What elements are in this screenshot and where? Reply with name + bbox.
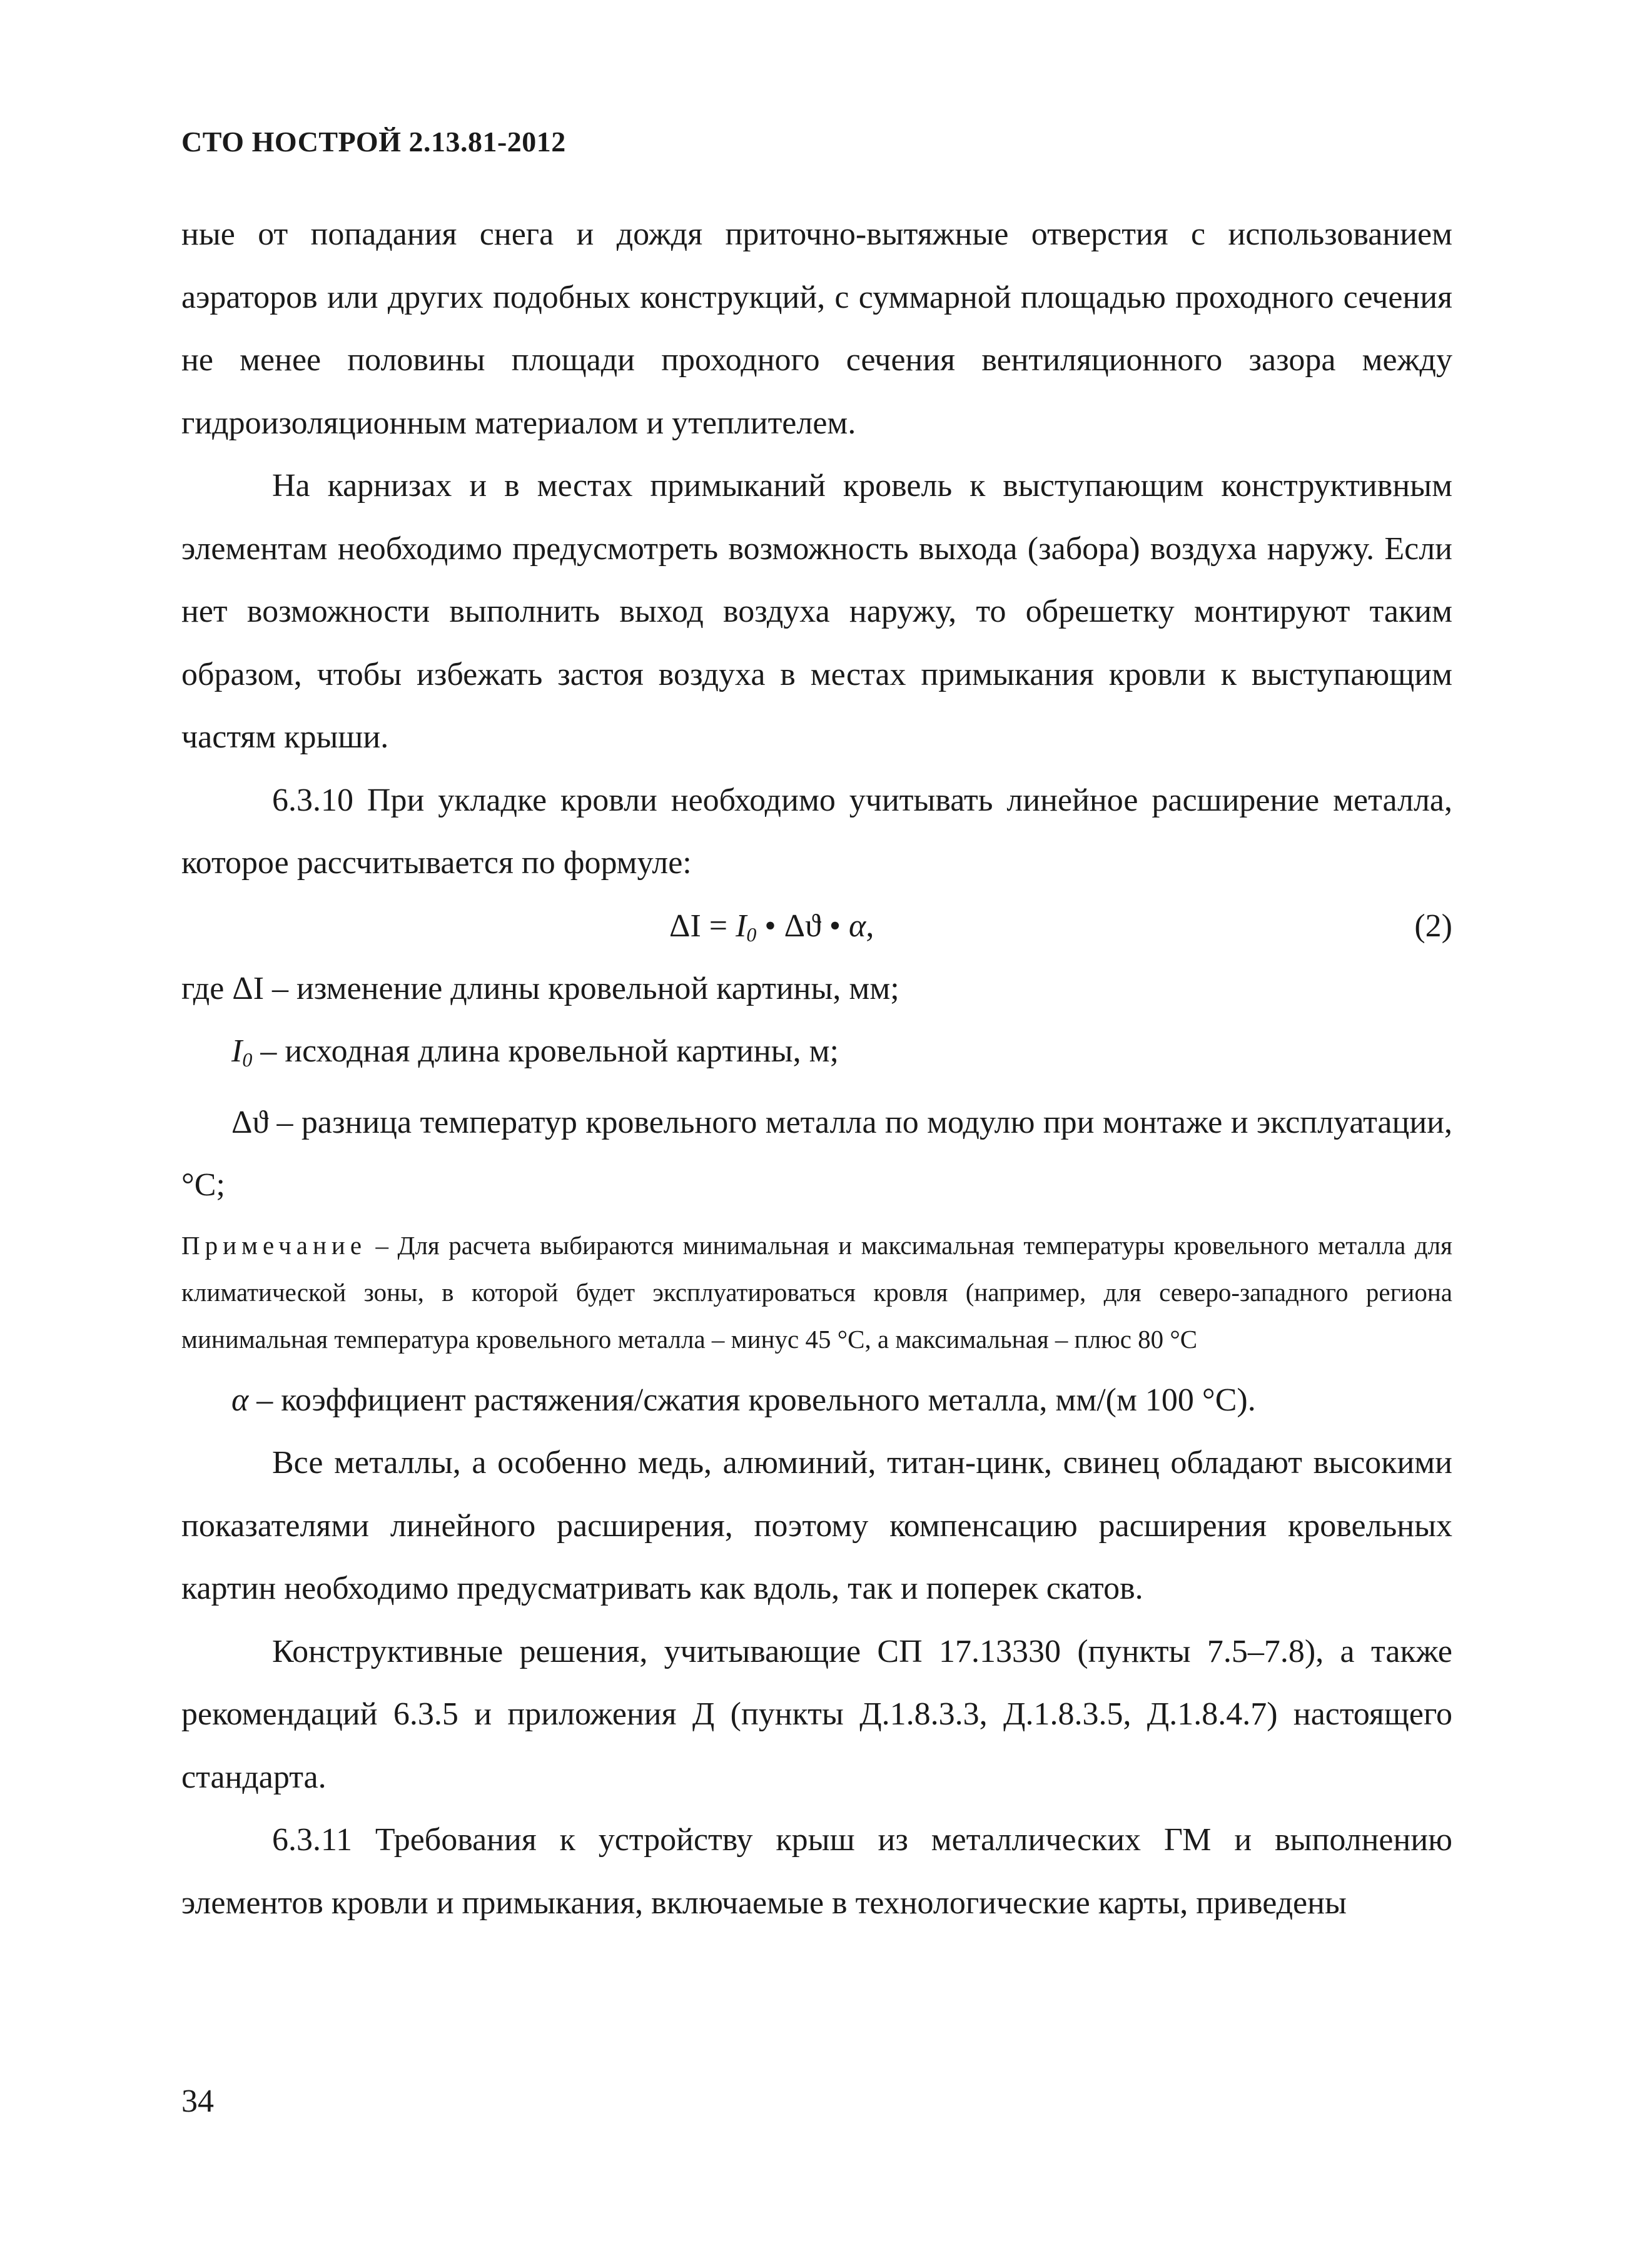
formula-line [181, 895, 1452, 958]
definition-alpha: α – коэффициент растяжения/сжатия кровельного металла, мм/(м 100 °C). [231, 1382, 1256, 1418]
formula-expression: $\Delta I = I_0$ • Δϑ • α, [669, 908, 874, 946]
formula-lhs: ΔI [669, 908, 701, 944]
formula-alpha: α [849, 908, 866, 944]
formula-number: (2) [1414, 908, 1452, 944]
document-code-header: СТО НОСТРОЙ 2.13.81-2012 [181, 126, 566, 158]
page-number: 34 [181, 2083, 214, 2119]
definition-delta-l: где ΔI – изменение длины кровельной картины, мм; [181, 970, 899, 1006]
note-label: Примечание [181, 1230, 367, 1260]
formula-i0: I [736, 908, 747, 944]
paragraph-eaves: На карнизах и в местах примыканий кровель к выступающим конструктивным элементам необходимо предусмотреть возможность выхода (забора) воздуха наружу. Если нет возможности выполнить выход воздуха наружу, то обрешетку монтируют таким образом, чтобы избежать застоя воздуха в местах примыкания кровли к выступающим частям крыши. [181, 468, 1452, 755]
definition-l0: $I_0$ – исходная длина кровельной картины, м; [231, 1033, 839, 1071]
paragraph-metals: Все металлы, а особенно медь, алюминий, титан-цинк, свинец обладают высокими показателями линейного расширения, поэтому компенсацию расширения кровельных картин необходимо предусматривать как вдоль, так и поперек скатов. [181, 1445, 1452, 1606]
paragraph-continuation: ные от попадания снега и дождя приточно-вытяжные отверстия с использованием аэраторов или других подобных конструкций, с суммарной площадью проходного сечения не менее половины площади проходного сечения вентиляционного зазора между гидроизоляционным материалом и утеплителем. [181, 216, 1452, 441]
paragraph-solutions: Конструктивные решения, учитывающие СП 17.13330 (пункты 7.5–7.8), а также рекомендаций 6.3.5 и приложения Д (пункты Д.1.8.3.3, Д.1.8.3.5, Д.1.8.4.7) настоящего стандарта. [181, 1633, 1452, 1795]
paragraph-6-3-10: 6.3.10 При укладке кровли необходимо учитывать линейное расширение металла, которое рассчитывается по формуле: [181, 782, 1452, 881]
formula-dtheta: Δϑ [784, 908, 821, 944]
paragraph-6-3-11: 6.3.11 Требования к устройству крыш из металлических ГМ и выполнению элементов кровли и примыкания, включаемые в технологические карты, приведены [181, 1822, 1452, 1921]
note-text: – Для расчета выбираются минимальная и максимальная температуры кровельного металла для климатической зоны, в которой будет эксплуатироваться кровля (например, для северо-западного региона минимальная температура кровельного металла – минус 45 °C, а максимальная – плюс 80 °C [181, 1230, 1452, 1354]
definition-delta-theta: Δϑ – разница температур кровельного металла по модулю при монтаже и эксплуатации, °C; [181, 1104, 1452, 1203]
note-block [181, 1222, 1452, 1363]
body-text [181, 203, 1452, 1935]
